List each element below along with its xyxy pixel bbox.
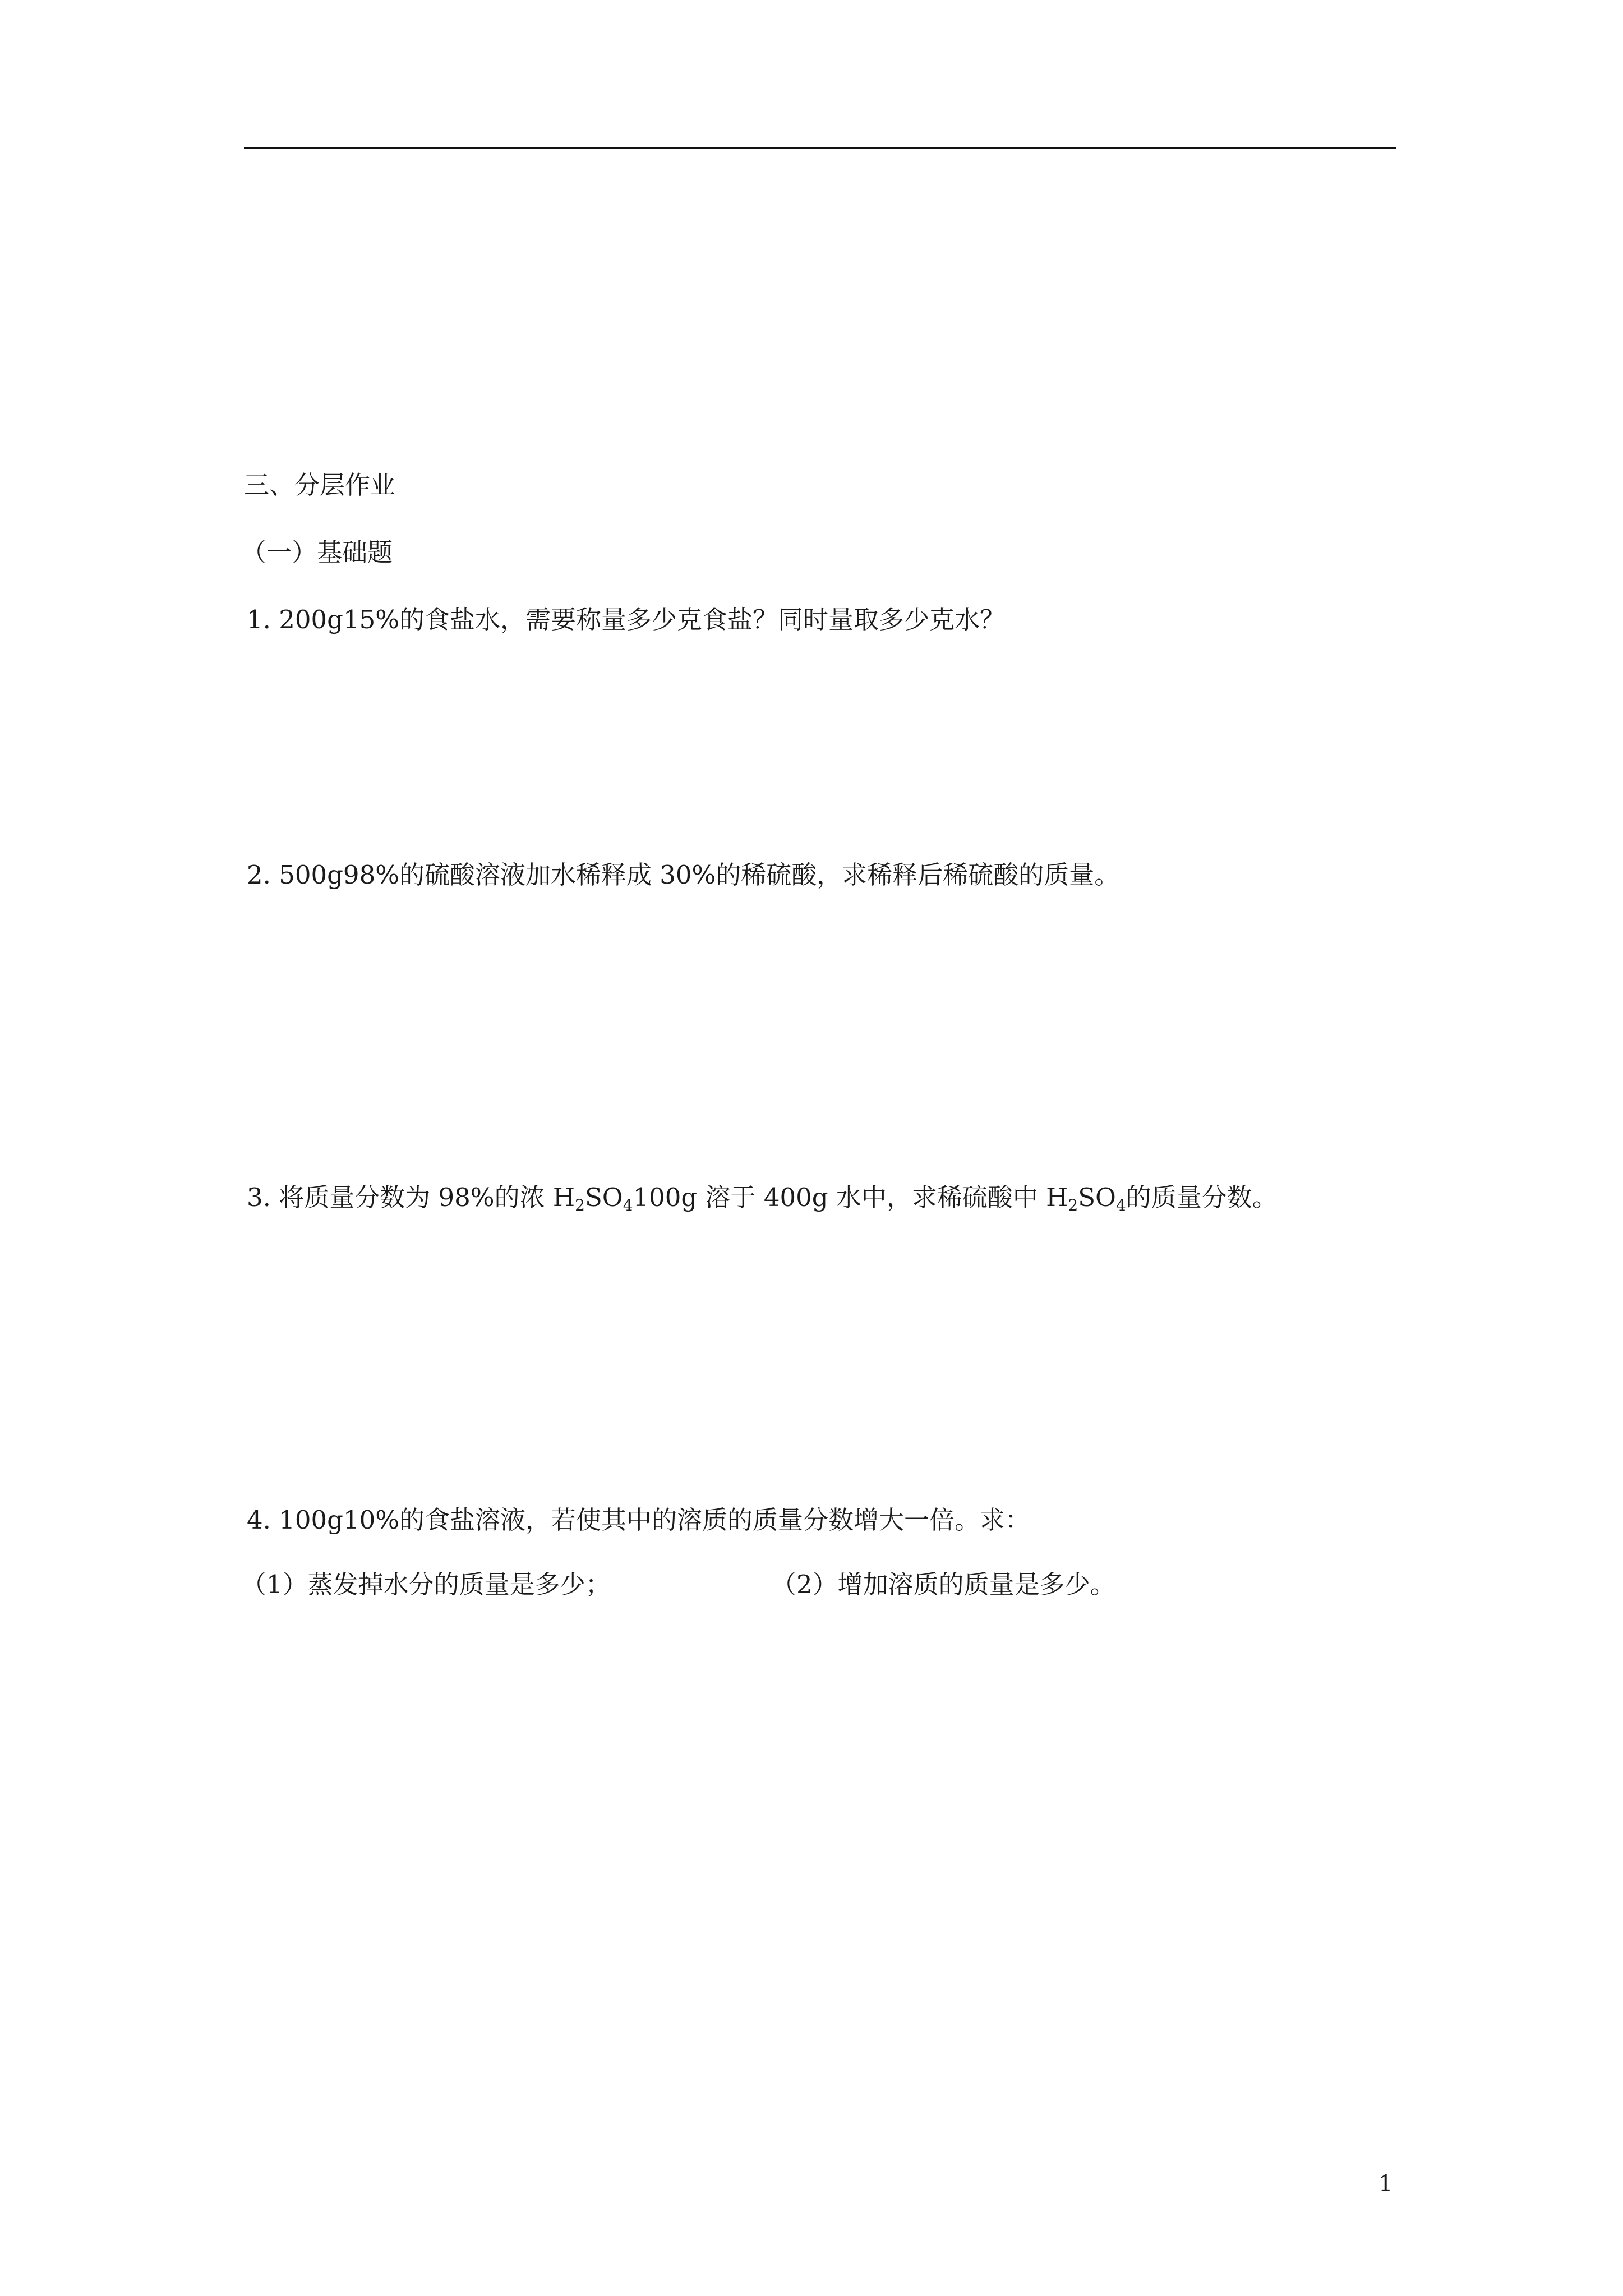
question-3 (247, 1181, 1278, 1214)
question-3-text-2: SO (584, 1182, 623, 1212)
question-4-part-2: （2）增加溶质的质量是多少。 (771, 1570, 1115, 1599)
question-2: 2. 500g98%的硫酸溶液加水稀释成 30%的稀硫酸，求稀释后稀硫酸的质量。 (247, 860, 1120, 890)
question-3-text-5: 的质量分数。 (1126, 1182, 1278, 1212)
question-1: 1. 200g15%的食盐水，需要称量多少克食盐？同时量取多少克水？ (247, 605, 1005, 634)
question-3-text-3: 100g 溶于 400g 水中，求稀硫酸中 H (633, 1182, 1068, 1212)
section-title: 三、分层作业 (244, 470, 396, 500)
question-4-part-1: （1）蒸发掉水分的质量是多少； (241, 1570, 611, 1599)
section-subtitle: （一）基础题 (241, 537, 393, 567)
question-3-subscript-1: 2 (575, 1196, 585, 1214)
header-rule (244, 147, 1396, 149)
page-number: 1 (1378, 2171, 1393, 2197)
question-3-subscript-3: 2 (1068, 1196, 1078, 1214)
question-4-stem: 4. 100g10%的食盐溶液，若使其中的溶质的质量分数增大一倍。求： (247, 1505, 1030, 1535)
question-3-text-4: SO (1078, 1182, 1116, 1212)
question-3-text-1: 3. 将质量分数为 98%的浓 H (247, 1182, 575, 1212)
question-3-subscript-4: 4 (1115, 1196, 1126, 1214)
question-3-subscript-2: 4 (623, 1196, 633, 1214)
